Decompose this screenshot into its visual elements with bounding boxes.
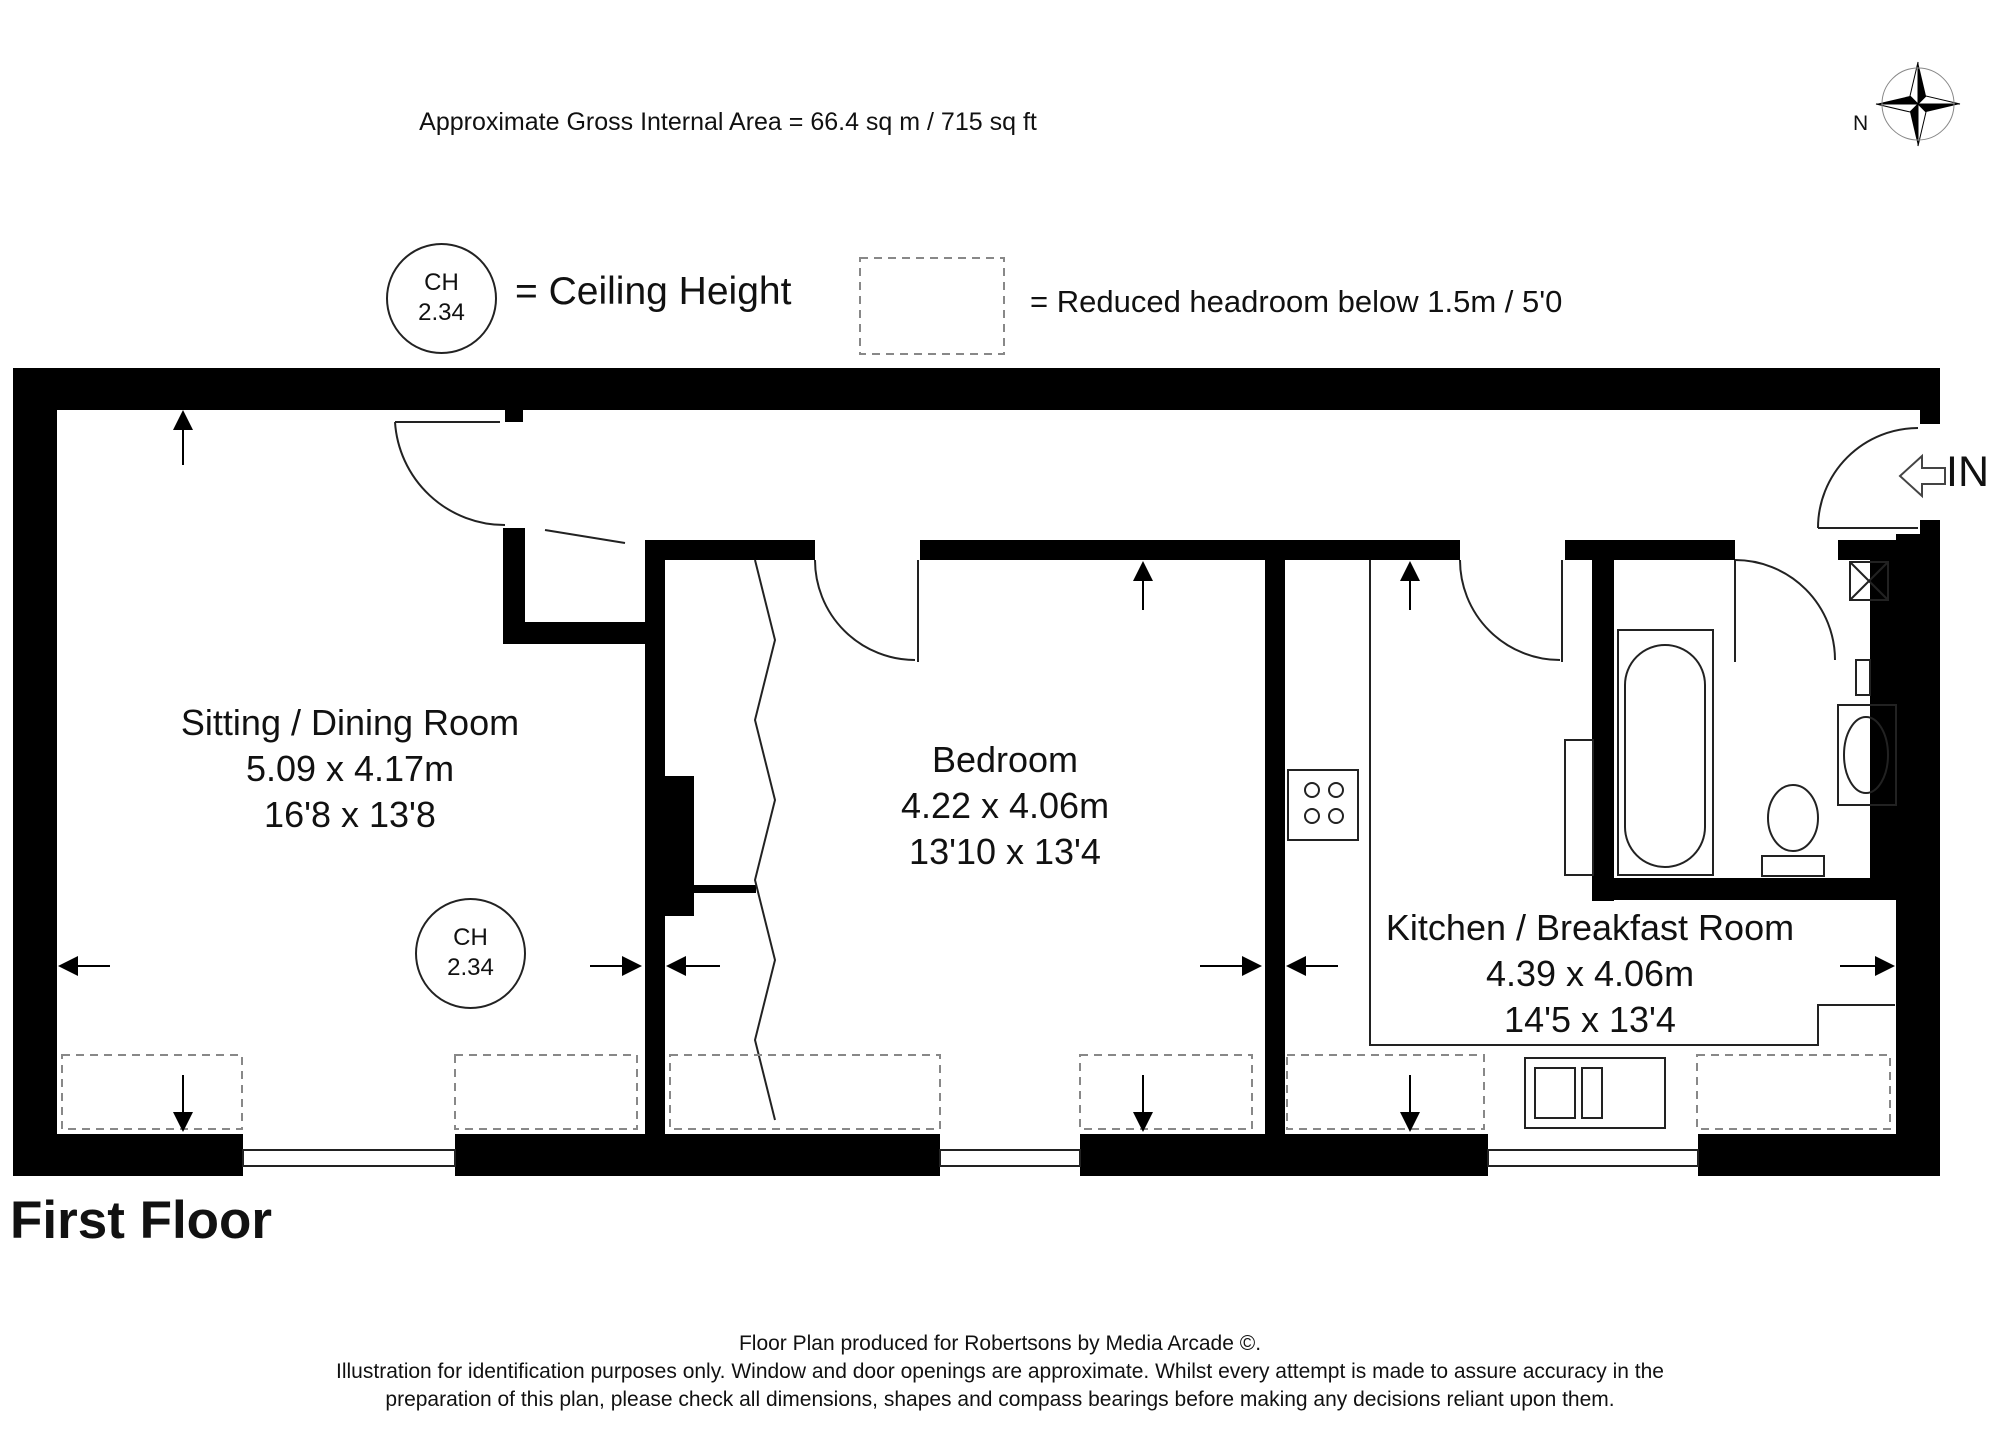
room-metric: 5.09 x 4.17m xyxy=(245,748,455,789)
compass-north-label: N xyxy=(1853,112,1869,135)
ceiling-height-sitting-room xyxy=(415,898,526,1009)
room-name: Kitchen / Breakfast Room xyxy=(1385,907,1795,948)
room-imperial: 14'5 x 13'4 xyxy=(1504,999,1676,1040)
room-imperial: 13'10 x 13'4 xyxy=(909,831,1101,872)
room-metric: 4.22 x 4.06m xyxy=(900,785,1110,826)
compass-icon xyxy=(1876,62,1960,146)
room-name: Bedroom xyxy=(931,739,1079,780)
ceiling-height-legend-label: = Ceiling Height xyxy=(515,270,792,313)
room-name: Sitting / Dining Room xyxy=(180,702,520,743)
footer-disclaimer xyxy=(0,1330,2000,1414)
entrance-label: IN xyxy=(1946,448,1989,496)
floor-title: First Floor xyxy=(10,1191,273,1250)
ceiling-height-legend-symbol xyxy=(386,243,497,354)
bathroom-fittings xyxy=(1565,562,1896,876)
footer-line-2: Illustration for identification purposes only. Window and door openings are approximate. Whilst every attempt is made to assure accuracy in the xyxy=(336,1360,1664,1383)
room-kitchen-breakfast xyxy=(1350,905,1830,1043)
room-imperial: 16'8 x 13'8 xyxy=(264,794,436,835)
ch-label: CH xyxy=(453,924,488,951)
room-sitting-dining xyxy=(150,700,550,838)
room-metric: 4.39 x 4.06m xyxy=(1485,953,1695,994)
ch-value: 2.34 xyxy=(447,954,494,981)
entrance-arrow xyxy=(1900,456,1945,496)
gross-internal-area: Approximate Gross Internal Area = 66.4 sq m / 715 sq ft xyxy=(419,108,1037,136)
reduced-headroom-legend-label: = Reduced headroom below 1.5m / 5'0 xyxy=(1030,284,1563,319)
footer-line-1: Floor Plan produced for Robertsons by Media Arcade ©. xyxy=(738,1332,1262,1355)
ch-value: 2.34 xyxy=(418,299,465,326)
ch-label: CH xyxy=(424,269,459,296)
room-bedroom xyxy=(855,737,1155,875)
footer-line-3: preparation of this plan, please check all dimensions, shapes and compass bearings before making any decisions reliant upon them. xyxy=(385,1388,1615,1411)
